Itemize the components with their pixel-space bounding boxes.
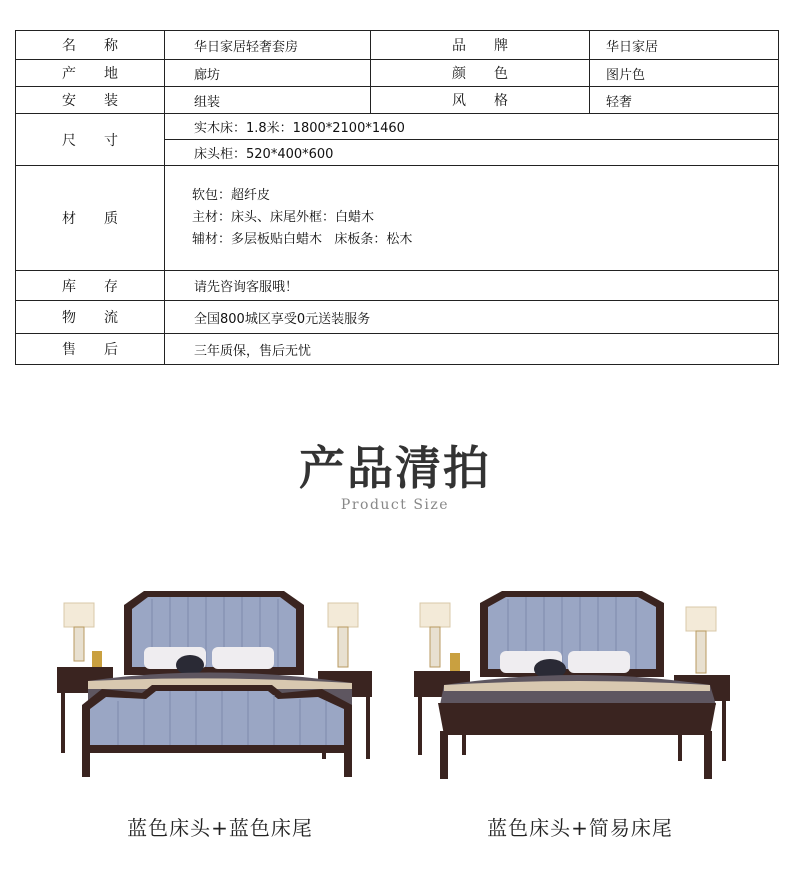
spec-table	[15, 30, 779, 365]
material-line: 主材：床头、床尾外框：白蜡木	[192, 210, 375, 225]
table-row	[16, 301, 779, 334]
section-title: 产品清拍	[299, 441, 491, 495]
product-caption: 蓝色床头+简易床尾	[487, 816, 673, 840]
spec-label: 安装	[16, 87, 165, 114]
spec-label: 材质	[16, 166, 165, 271]
material-line: 辅材：多层板贴白蜡木 床板条：松木	[192, 232, 413, 247]
table-row	[16, 87, 779, 114]
spec-value: 全国800城区享受0元送装服务	[165, 301, 779, 334]
spec-label: 颜色	[371, 60, 590, 87]
spec-label: 品牌	[371, 31, 590, 60]
spec-label: 风格	[371, 87, 590, 114]
product-caption: 蓝色床头+蓝色床尾	[127, 816, 313, 840]
spec-label: 尺寸	[16, 114, 165, 166]
table-row	[16, 166, 779, 271]
spec-value: 华日家居轻奢套房	[165, 31, 371, 60]
table-row	[16, 334, 779, 365]
bed-image-simple-footboard	[410, 585, 740, 785]
spec-value: 图片色	[590, 60, 779, 87]
section-subtitle: Product Size	[340, 497, 450, 513]
spec-value	[165, 166, 779, 271]
bed-image-blue-footboard	[52, 585, 372, 785]
table-row	[16, 114, 779, 140]
table-row	[16, 271, 779, 301]
spec-value: 廊坊	[165, 60, 371, 87]
spec-label: 产地	[16, 60, 165, 87]
spec-label: 名称	[16, 31, 165, 60]
table-row	[16, 60, 779, 87]
table-row	[16, 31, 779, 60]
spec-value: 组装	[165, 87, 371, 114]
spec-label: 库存	[16, 271, 165, 301]
spec-label: 物流	[16, 301, 165, 334]
spec-value: 请先咨询客服哦！	[165, 271, 779, 301]
spec-value: 床头柜：520*400*600	[165, 140, 779, 166]
spec-value: 三年质保，售后无忧	[165, 334, 779, 365]
spec-value: 轻奢	[590, 87, 779, 114]
spec-value: 华日家居	[590, 31, 779, 60]
spec-value: 实木床：1.8米：1800*2100*1460	[165, 114, 779, 140]
spec-label: 售后	[16, 334, 165, 365]
material-line: 软包：超纤皮	[192, 188, 271, 203]
